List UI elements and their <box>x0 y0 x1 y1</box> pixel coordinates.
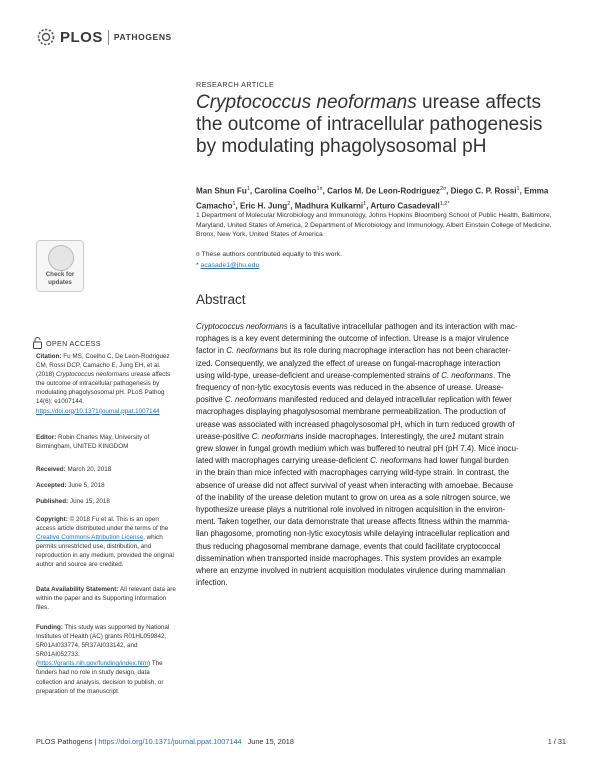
copyright-block <box>36 515 176 570</box>
abstract-line <box>196 480 568 492</box>
data-availability-label: Data Availability Statement: <box>36 586 119 593</box>
author-name: Diego C. P. Rossi <box>450 186 517 196</box>
logo-divider <box>108 30 109 45</box>
license-link[interactable]: Creative Commons Attribution License <box>36 534 144 542</box>
abstract-line <box>196 406 568 418</box>
abstract-segment: macrophages displaying phagolysosomal membrane permeabilization. The production of <box>196 407 506 417</box>
published-label: Published: <box>36 498 69 505</box>
corresponding-email[interactable]: * acasade1@jhu.edu <box>196 262 260 269</box>
funding-label: Funding: <box>36 624 63 631</box>
abstract-line <box>196 528 568 540</box>
title-rest: urease affects the outcome of intracellular pathogenesis by modulating phagolysosomal pH <box>196 92 543 157</box>
abstract-segment: infection. <box>196 578 228 588</box>
abstract-line <box>196 516 568 528</box>
author-name: Arturo Casadevall <box>370 201 440 211</box>
abstract-segment: ized. Consequently, we analyzed the effect of urease on fungal-macrophage interaction <box>196 358 501 368</box>
abstract-segment: factor in <box>196 346 227 356</box>
data-availability-text: All relevant data are within the paper and its Supporting Information files. <box>36 586 176 612</box>
author-affiliation-marker: 2¤ <box>439 186 447 192</box>
page-footer: PLOS Pathogens | https://doi.org/10.1371/journal.ppat.1007144 June 15, 2018 <box>36 737 294 746</box>
author-affiliation-marker: 1 <box>246 186 250 192</box>
author-name: Carolina Coelho <box>254 186 317 196</box>
email-link[interactable]: acasade1@jhu.edu <box>200 262 260 269</box>
author-name: Eric H. Jung <box>240 201 288 211</box>
editor-block <box>36 433 176 451</box>
author-affiliation-marker: 2 <box>287 200 291 207</box>
citation-text: Fu MS, Coelho C, De Leon-Rodriguez CM, Rossi DCP, Camacho E, Jung EH, et al. (2018) <box>36 353 170 379</box>
check-updates-label: Check for updates <box>45 271 75 286</box>
abstract-line <box>196 358 568 370</box>
abstract-segment: thus reducing phagosomal membrane damage, events that could facilitate cryptococcal <box>196 541 501 551</box>
publisher-name: PLOS <box>60 28 103 46</box>
abstract-segment: where an enzyme involved in nutrient acquisition modulates virulence during mammalian <box>196 566 506 576</box>
abstract-segment: lated with macrophages carrying urease-deficient <box>196 456 371 466</box>
page-number: 1 / 31 <box>547 737 566 746</box>
abstract-line <box>196 333 568 345</box>
abstract-line <box>196 565 568 577</box>
abstract-segment: manifested reduced and delayed intracellular replication with fewer <box>276 395 512 405</box>
abstract-segment: urease was associated with increased phagolysosomal pH, which in turn reduced growth of <box>196 419 515 429</box>
abstract-line <box>196 553 568 565</box>
abstract-line <box>196 394 568 406</box>
abstract-segment: inside macrophages. Interestingly, the <box>303 431 441 441</box>
data-availability-block <box>36 585 176 612</box>
footer-date: June 15, 2018 <box>247 737 294 746</box>
article-type: RESEARCH ARTICLE <box>196 80 275 89</box>
accepted-block <box>36 481 176 490</box>
abstract-segment: rophages is a key event determining the outcome of infection. Urease is a major virulence <box>196 334 509 344</box>
abstract-segment: urease-positive <box>196 431 252 441</box>
abstract-segment: but its role during macrophage interaction has not been character- <box>278 346 511 356</box>
abstract-italic: ure1 <box>440 431 456 441</box>
abstract-line <box>196 455 568 467</box>
abstract-line <box>196 345 568 357</box>
article-title <box>196 92 566 158</box>
check-for-updates-badge[interactable] <box>36 240 84 292</box>
abstract-line <box>196 419 568 431</box>
abstract-segment: frequency of non-lytic exocytosis events was reduced in the absence of urease. Urease- <box>196 383 504 393</box>
abstract-line <box>196 541 568 553</box>
abstract-line <box>196 321 568 333</box>
funding-block <box>36 623 176 696</box>
author-affiliation-marker: 1 <box>363 200 367 207</box>
abstract-line <box>196 382 568 394</box>
open-lock-icon <box>33 337 42 349</box>
abstract-segment: in the brain than mice infected with macrophages carrying wild-type strain. In contrast, the <box>196 468 510 478</box>
author-name: Carlos M. De Leon-Rodriguez <box>327 186 440 196</box>
abstract-segment: positive <box>196 395 225 405</box>
abstract-italic: C. neoformans <box>226 346 279 356</box>
abstract-segment: absence of urease did not affect survival of yeast when interacting with amoebae. Because <box>196 480 513 490</box>
author-affiliation-marker: 1,2* <box>439 200 450 207</box>
abstract-text <box>196 321 568 589</box>
abstract-segment: grew slower in fungal growth medium which was buffered to neutral pH (pH 7.4). Mice inocu- <box>196 444 519 454</box>
published-date: June 15, 2018 <box>68 498 110 505</box>
affiliations: 1 Department of Molecular Microbiology and Immunology, Johns Hopkins Bloomberg School of Public Health, Baltimore, Maryland, United States of America, 2 Department of Microbiology and Immunology, Albert Einstein College of Medicine, Bronx, New York, United States of America <box>196 212 552 238</box>
abstract-segment: dissemination when transported inside macrophages. This system provides an example <box>196 553 502 563</box>
abstract-line <box>196 492 568 504</box>
abstract-segment: had lower fungal burden <box>421 456 509 466</box>
contribution-note: ¤ These authors contributed equally to this work. <box>196 251 343 258</box>
received-date: March 20, 2018 <box>65 466 112 473</box>
footer-doi-link[interactable]: https://doi.org/10.1371/journal.ppat.1007144 <box>98 737 242 746</box>
abstract-segment: of the inability of the urease deletion mutant to grow on urea as a sole nitrogen source, we <box>196 492 511 502</box>
copyright-label: Copyright: <box>36 516 68 523</box>
funding-text: This study was supported by National Institutes of Health (AC) grants R01HL059842, 5R01AI033774, 5R37AI033142, and 5R01AI052733. ( <box>36 624 170 668</box>
copyright-text: © 2018 Fu et al. This is an open access article distributed under the terms of the <box>36 516 169 533</box>
abstract-italic: Cryptococcus neoformans <box>196 322 288 331</box>
open-access-badge <box>33 337 101 349</box>
citation-doi-link[interactable]: https://doi.org/10.1371/journal.ppat.1007144 <box>36 407 160 415</box>
editor-label: Editor: <box>36 434 57 441</box>
abstract-segment: is a facultative intracellular pathogen and its interaction with mac- <box>287 322 518 331</box>
author-name: Emma Camacho <box>196 186 549 211</box>
editor-text: Robin Charles May, University of Birmingham, UNITED KINGDOM <box>36 434 150 451</box>
abstract-heading: Abstract <box>196 292 246 307</box>
citation-species: Cryptococcus neoformans <box>55 371 130 379</box>
abstract-segment: using wild-type, urease-deficient and urease-complemented strains of <box>196 370 442 380</box>
funding-text-2: ) The funders had no role in study design, data collection and analysis, decision to publish, or preparation of the manuscript. <box>36 660 164 695</box>
funding-link[interactable]: https://grants.nih.gov/funding/index.htm <box>38 660 149 668</box>
received-block <box>36 465 176 474</box>
author-affiliation-marker: 1 <box>516 186 520 192</box>
plos-logo[interactable] <box>36 26 172 48</box>
author-list: Man Shun Fu$^1$, Carolina Coelho$^{1¤}$, Carlos M. De Leon-Rodriguez$^{2¤}$, Diego C. P. Rossi$^1$, Emma Camacho$^1$, Eric H. Jung$^2$, Madhura Kulkarni$^1$, Arturo Casadevall$^{1,2*}$ <box>196 186 549 211</box>
abstract-italic: C. neoformans <box>370 456 422 466</box>
abstract-italic: C. neoformans <box>224 395 277 405</box>
journal-name: PATHOGENS <box>113 32 172 42</box>
author-name: Madhura Kulkarni <box>294 201 364 211</box>
abstract-line <box>196 577 568 589</box>
abstract-segment: ment. Taken together, our data demonstrate that urease affects fitness within the mamma- <box>196 517 510 527</box>
abstract-line <box>196 443 568 455</box>
copyright-text-2: , which permits unrestricted use, distribution, and reproduction in any medium, provided the original author and source are credited. <box>36 534 174 569</box>
citation-text-2: urease affects the outcome of intracellular pathogenesis by modulating phagolysosomal pH. PLoS Pathog 14(6): e1007144. <box>36 371 171 406</box>
abstract-italic: C. neoformans <box>441 370 493 380</box>
abstract-italic: C. neoformans <box>251 431 304 441</box>
abstract-segment: lian phagosome, promoting non-lytic exocytosis while delaying intracellular replication and <box>196 529 510 539</box>
abstract-segment: . The <box>492 370 511 380</box>
abstract-segment: mutant strain <box>455 431 504 441</box>
abstract-line <box>196 504 568 516</box>
author-name: Man Shun Fu <box>196 186 247 196</box>
footer-journal: PLOS Pathogens <box>36 737 93 746</box>
author-affiliation-marker: 1 <box>232 200 236 207</box>
author-affiliation-marker: 1¤ <box>316 186 323 192</box>
received-label: Received: <box>36 466 66 473</box>
abstract-line <box>196 467 568 479</box>
citation-label: Citation: <box>36 353 62 360</box>
citation-block <box>36 352 176 416</box>
accepted-label: Accepted: <box>36 482 67 489</box>
abstract-segment: hypothesize urease plays a nutritional role involved in nitrogen acquisition in the environ- <box>196 505 506 515</box>
open-access-label: OPEN ACCESS <box>46 338 101 348</box>
refresh-icon <box>48 245 74 271</box>
published-block <box>36 497 176 506</box>
title-species: Cryptococcus neoformans <box>196 92 417 113</box>
abstract-line <box>196 370 568 382</box>
plos-dots-icon <box>36 27 56 47</box>
accepted-date: June 5, 2018 <box>66 482 105 489</box>
abstract-line <box>196 431 568 443</box>
